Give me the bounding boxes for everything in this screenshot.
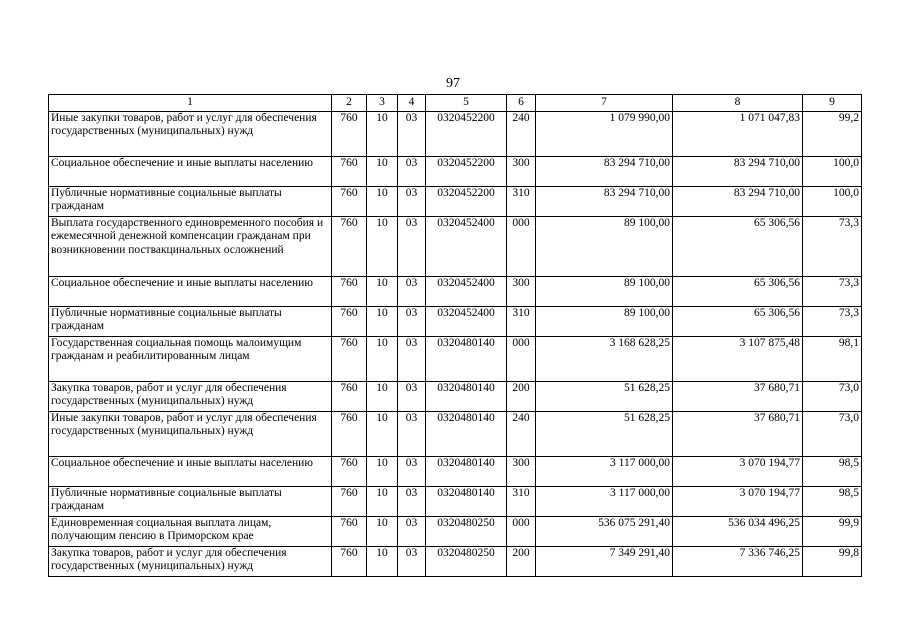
executed-amount-cell: 1 071 047,83 [673, 112, 803, 157]
column-header: 6 [507, 95, 536, 112]
header-row [49, 95, 862, 112]
ministry-code-cell: 760 [332, 112, 367, 157]
planned-amount-cell: 3 117 000,00 [536, 457, 673, 487]
target-article-cell: 0320452200 [426, 112, 507, 157]
percent-cell: 73,0 [803, 382, 862, 412]
section-code-cell: 10 [367, 112, 398, 157]
planned-amount-cell: 51 628,25 [536, 382, 673, 412]
target-article-cell: 0320480250 [426, 517, 507, 547]
executed-amount-cell: 83 294 710,00 [673, 157, 803, 187]
executed-amount-cell: 65 306,56 [673, 217, 803, 277]
row-name-cell: Социальное обеспечение и иные выплаты населению [49, 457, 332, 487]
subsection-code-cell: 03 [398, 382, 426, 412]
planned-amount-cell: 3 168 628,25 [536, 337, 673, 382]
section-code-cell: 10 [367, 157, 398, 187]
target-article-cell: 0320480140 [426, 382, 507, 412]
table-row [49, 217, 862, 277]
expense-type-cell: 200 [507, 547, 536, 577]
target-article-cell: 0320452400 [426, 217, 507, 277]
section-code-cell: 10 [367, 382, 398, 412]
page-number: 97 [446, 76, 460, 91]
percent-cell: 100,0 [803, 187, 862, 217]
expense-type-cell: 310 [507, 187, 536, 217]
section-code-cell: 10 [367, 337, 398, 382]
section-code-cell: 10 [367, 487, 398, 517]
row-name-cell: Публичные нормативные социальные выплаты гражданам [49, 307, 332, 337]
executed-amount-cell: 3 070 194,77 [673, 487, 803, 517]
ministry-code-cell: 760 [332, 412, 367, 457]
target-article-cell: 0320480140 [426, 412, 507, 457]
row-name-cell: Закупка товаров, работ и услуг для обеспечения государственных (муниципальных) нужд [49, 547, 332, 577]
percent-cell: 99,9 [803, 517, 862, 547]
executed-amount-cell: 536 034 496,25 [673, 517, 803, 547]
column-header: 4 [398, 95, 426, 112]
target-article-cell: 0320452400 [426, 277, 507, 307]
executed-amount-cell: 37 680,71 [673, 382, 803, 412]
planned-amount-cell: 7 349 291,40 [536, 547, 673, 577]
subsection-code-cell: 03 [398, 547, 426, 577]
row-name-cell: Иные закупки товаров, работ и услуг для обеспечения государственных (муниципальных) нужд [49, 412, 332, 457]
executed-amount-cell: 3 070 194,77 [673, 457, 803, 487]
ministry-code-cell: 760 [332, 187, 367, 217]
subsection-code-cell: 03 [398, 157, 426, 187]
subsection-code-cell: 03 [398, 337, 426, 382]
column-header: 7 [536, 95, 673, 112]
expense-type-cell: 200 [507, 382, 536, 412]
subsection-code-cell: 03 [398, 412, 426, 457]
target-article-cell: 0320480250 [426, 547, 507, 577]
table-row [49, 337, 862, 382]
executed-amount-cell: 3 107 875,48 [673, 337, 803, 382]
planned-amount-cell: 83 294 710,00 [536, 157, 673, 187]
percent-cell: 73,3 [803, 277, 862, 307]
table-row [49, 307, 862, 337]
subsection-code-cell: 03 [398, 307, 426, 337]
row-name-cell: Иные закупки товаров, работ и услуг для обеспечения государственных (муниципальных) нужд [49, 112, 332, 157]
column-header: 5 [426, 95, 507, 112]
executed-amount-cell: 7 336 746,25 [673, 547, 803, 577]
table-row [49, 412, 862, 457]
column-header: 9 [803, 95, 862, 112]
table-row [49, 112, 862, 157]
expense-type-cell: 310 [507, 487, 536, 517]
planned-amount-cell: 536 075 291,40 [536, 517, 673, 547]
row-name-cell: Социальное обеспечение и иные выплаты населению [49, 157, 332, 187]
expense-type-cell: 310 [507, 307, 536, 337]
section-code-cell: 10 [367, 277, 398, 307]
expense-type-cell: 300 [507, 157, 536, 187]
percent-cell: 99,8 [803, 547, 862, 577]
subsection-code-cell: 03 [398, 517, 426, 547]
ministry-code-cell: 760 [332, 457, 367, 487]
section-code-cell: 10 [367, 457, 398, 487]
table-row [49, 382, 862, 412]
section-code-cell: 10 [367, 187, 398, 217]
row-name-cell: Публичные нормативные социальные выплаты гражданам [49, 187, 332, 217]
subsection-code-cell: 03 [398, 457, 426, 487]
table-row [49, 157, 862, 187]
executed-amount-cell: 37 680,71 [673, 412, 803, 457]
section-code-cell: 10 [367, 517, 398, 547]
planned-amount-cell: 89 100,00 [536, 277, 673, 307]
executed-amount-cell: 65 306,56 [673, 307, 803, 337]
percent-cell: 73,3 [803, 307, 862, 337]
percent-cell: 98,5 [803, 487, 862, 517]
expense-type-cell: 240 [507, 112, 536, 157]
percent-cell: 98,1 [803, 337, 862, 382]
expense-type-cell: 300 [507, 277, 536, 307]
column-header: 2 [332, 95, 367, 112]
subsection-code-cell: 03 [398, 487, 426, 517]
table-row [49, 457, 862, 487]
target-article-cell: 0320480140 [426, 487, 507, 517]
planned-amount-cell: 89 100,00 [536, 217, 673, 277]
table-row [49, 517, 862, 547]
ministry-code-cell: 760 [332, 337, 367, 382]
ministry-code-cell: 760 [332, 307, 367, 337]
table-row [49, 187, 862, 217]
row-name-cell: Публичные нормативные социальные выплаты гражданам [49, 487, 332, 517]
subsection-code-cell: 03 [398, 217, 426, 277]
row-name-cell: Закупка товаров, работ и услуг для обеспечения государственных (муниципальных) нужд [49, 382, 332, 412]
row-name-cell: Социальное обеспечение и иные выплаты населению [49, 277, 332, 307]
section-code-cell: 10 [367, 217, 398, 277]
planned-amount-cell: 1 079 990,00 [536, 112, 673, 157]
column-header: 1 [49, 95, 332, 112]
ministry-code-cell: 760 [332, 157, 367, 187]
planned-amount-cell: 51 628,25 [536, 412, 673, 457]
percent-cell: 99,2 [803, 112, 862, 157]
table-row [49, 547, 862, 577]
budget-table [48, 94, 862, 577]
table-body [49, 112, 862, 577]
ministry-code-cell: 760 [332, 217, 367, 277]
column-header: 8 [673, 95, 803, 112]
executed-amount-cell: 83 294 710,00 [673, 187, 803, 217]
ministry-code-cell: 760 [332, 517, 367, 547]
ministry-code-cell: 760 [332, 382, 367, 412]
ministry-code-cell: 760 [332, 547, 367, 577]
planned-amount-cell: 89 100,00 [536, 307, 673, 337]
table-row [49, 487, 862, 517]
target-article-cell: 0320452200 [426, 187, 507, 217]
subsection-code-cell: 03 [398, 277, 426, 307]
subsection-code-cell: 03 [398, 112, 426, 157]
section-code-cell: 10 [367, 307, 398, 337]
target-article-cell: 0320480140 [426, 457, 507, 487]
target-article-cell: 0320452200 [426, 157, 507, 187]
expense-type-cell: 300 [507, 457, 536, 487]
ministry-code-cell: 760 [332, 277, 367, 307]
expense-type-cell: 240 [507, 412, 536, 457]
column-header: 3 [367, 95, 398, 112]
expense-type-cell: 000 [507, 337, 536, 382]
executed-amount-cell: 65 306,56 [673, 277, 803, 307]
target-article-cell: 0320452400 [426, 307, 507, 337]
subsection-code-cell: 03 [398, 187, 426, 217]
row-name-cell: Государственная социальная помощь малоимущим гражданам и реабилитированным лицам [49, 337, 332, 382]
percent-cell: 100,0 [803, 157, 862, 187]
planned-amount-cell: 3 117 000,00 [536, 487, 673, 517]
row-name-cell: Единовременная социальная выплата лицам, получающим пенсию в Приморском крае [49, 517, 332, 547]
table-row [49, 277, 862, 307]
percent-cell: 98,5 [803, 457, 862, 487]
row-name-cell: Выплата государственного единовременного пособия и ежемесячной денежной компенсации гражданам при возникновении поствакцинальных осложнений [49, 217, 332, 277]
expense-type-cell: 000 [507, 217, 536, 277]
percent-cell: 73,0 [803, 412, 862, 457]
ministry-code-cell: 760 [332, 487, 367, 517]
section-code-cell: 10 [367, 412, 398, 457]
expense-type-cell: 000 [507, 517, 536, 547]
planned-amount-cell: 83 294 710,00 [536, 187, 673, 217]
percent-cell: 73,3 [803, 217, 862, 277]
target-article-cell: 0320480140 [426, 337, 507, 382]
section-code-cell: 10 [367, 547, 398, 577]
